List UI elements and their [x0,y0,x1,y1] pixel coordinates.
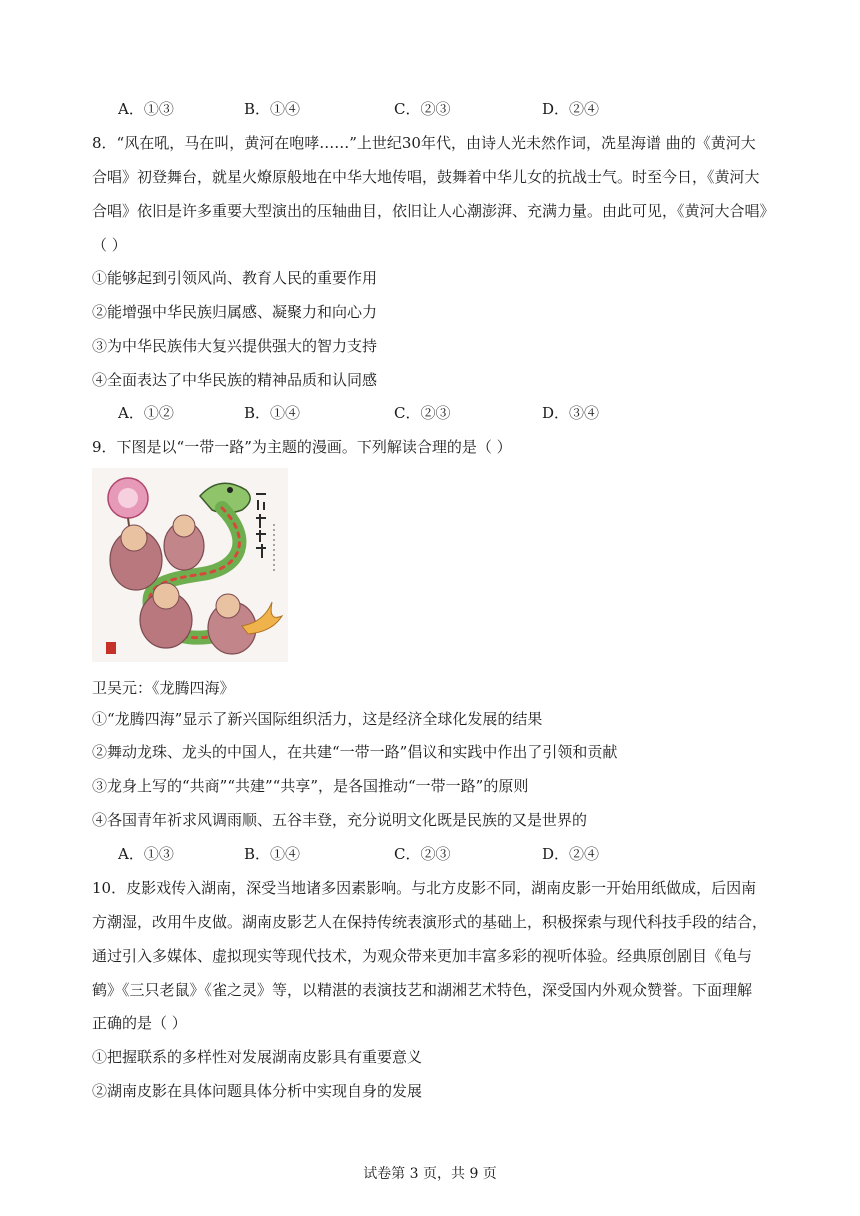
q8-statement: ④全面表达了中华民族的精神品质和认同感 [92,371,378,389]
q10-stem-line: 方潮湿，改用牛皮做。湖南皮影艺人在保持传统表演形式的基础上，积极探索与现代科技手段的结合， [92,913,768,931]
q10-stem-line: 10．皮影戏传入湖南，深受当地诸多因素影响。与北方皮影不同，湖南皮影一开始用纸做成，后因南 [92,879,757,897]
option-d: D．②④ [542,845,600,863]
q9-statement: ③龙身上写的“共商”“共建”“共享”，是各国推动“一带一路”的原则 [92,777,529,795]
dragon-dance-comic-image [92,468,288,662]
q8-stem-line: 合唱》依旧是许多重要大型演出的压轴曲目，依旧让人心潮澎湃、充满力量。由此可见，《黄河大合唱》 [92,202,775,220]
q9-statement: ①“龙腾四海”显示了新兴国际组织活力，这是经济全球化发展的结果 [92,710,543,728]
option-a: A．①③ [118,100,174,118]
page-footer: 试卷第 3 页，共 9 页 [363,1166,497,1182]
q10-stem-line: 鹤》《三只老鼠》《雀之灵》等，以精湛的表演技艺和湖湘艺术特色，深受国内外观众赞誉。下面理解 [92,981,753,999]
q8-statement: ③为中华民族伟大复兴提供强大的智力支持 [92,337,378,355]
q9-statement: ②舞动龙珠、龙头的中国人，在共建“一带一路”倡议和实践中作出了引领和贡献 [92,743,618,761]
q8-answer-blank: （ ） [92,236,127,254]
q8-stem-line: 合唱》初登舞台，就星火燎原般地在中华大地传唱，鼓舞着中华儿女的抗战士气。时至今日，《黄河大 [92,168,760,186]
q8-statement: ②能增强中华民族归属感、凝聚力和向心力 [92,303,378,321]
q9-statement: ④各国青年祈求风调雨顺、五谷丰登，充分说明文化既是民族的又是世界的 [92,811,588,829]
option-b: B．①④ [244,845,301,863]
comic-caption: 卫吴元：《龙腾四海》 [92,679,235,697]
option-a: A．①③ [118,845,174,863]
q8-stem-line: 8．“风在吼，马在叫，黄河在咆哮……”上世纪30年代，由诗人光未然作词，冼星海谱 曲的《黄河大 [92,134,756,152]
option-b: B．①④ [244,404,301,422]
q10-statement: ①把握联系的多样性对发展湖南皮影具有重要意义 [92,1048,423,1066]
option-c: C．②③ [394,404,451,422]
q10-statement: ②湖南皮影在具体问题具体分析中实现自身的发展 [92,1082,423,1100]
q8-statement: ①能够起到引领风尚、教育人民的重要作用 [92,269,378,287]
option-c: C．②③ [394,845,451,863]
option-c: C．②③ [394,100,451,118]
option-a: A．①② [118,404,174,422]
q10-stem-line: 正确的是（ ） [92,1014,187,1032]
option-d: D．②④ [542,100,600,118]
option-d: D．③④ [542,404,600,422]
q10-stem-line: 通过引入多媒体、虚拟现实等现代技术，为观众带来更加丰富多彩的视听体验。经典原创剧目《龟与 [92,947,753,965]
option-b: B．①④ [244,100,301,118]
q9-stem: 9．下图是以“一带一路”为主题的漫画。下列解读合理的是（ ） [92,438,512,456]
